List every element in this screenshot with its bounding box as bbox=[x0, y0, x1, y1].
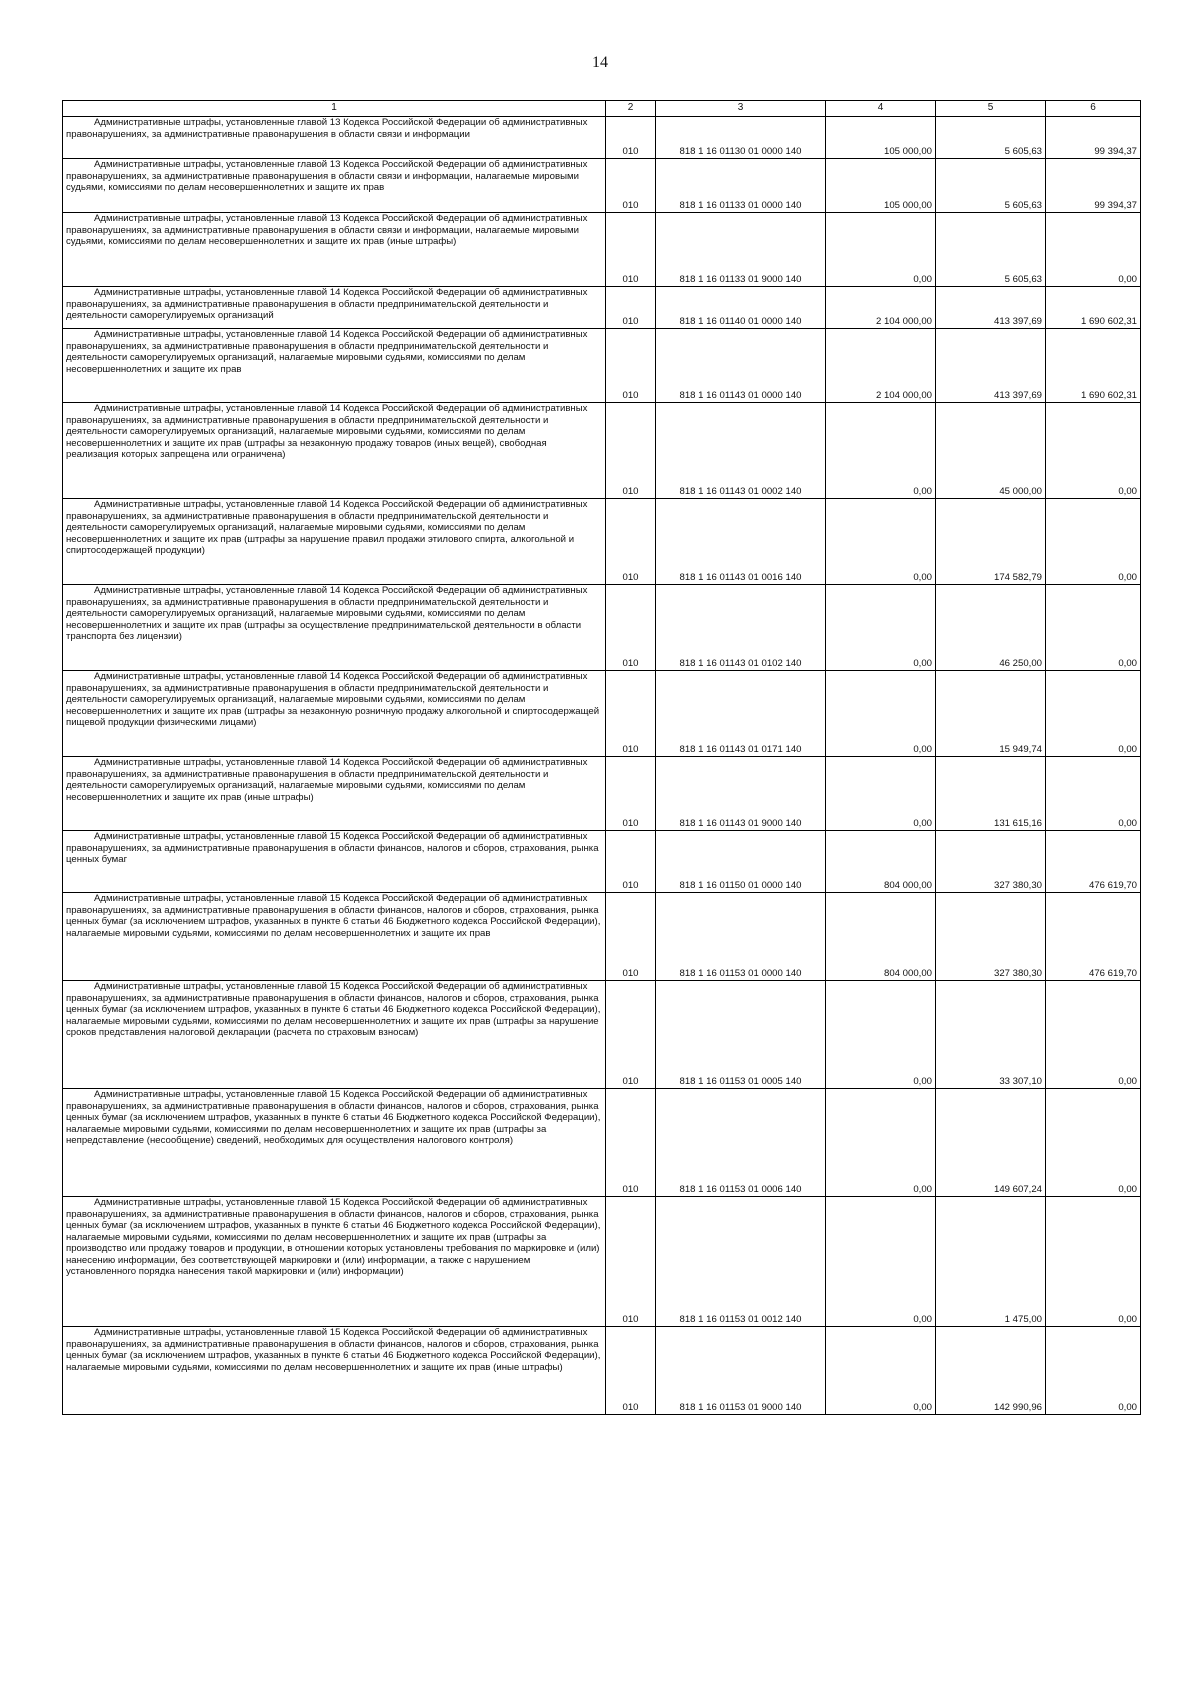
row-col-5-value: 5 605,63 bbox=[936, 159, 1046, 213]
row-description: Административные штрафы, установленные главой 14 Кодекса Российской Федерации об административных правонарушениях, за административные правонарушения в области предпринимательской деятельности и деятельности саморегулируемых организаций, налагаемые мировыми судьями, комиссиями по делам несовершеннолетних и защите их прав (штрафы за незаконную продажу товаров (иных вещей), свободная реализация которых запрещена или ограничена) bbox=[63, 403, 606, 499]
row-description: Административные штрафы, установленные главой 14 Кодекса Российской Федерации об административных правонарушениях, за административные правонарушения в области предпринимательской деятельности и деятельности саморегулируемых организаций bbox=[63, 287, 606, 329]
table-row bbox=[63, 329, 1141, 403]
row-budget-code: 818 1 16 01133 01 0000 140 bbox=[656, 159, 826, 213]
row-line-code: 010 bbox=[606, 287, 656, 329]
row-description: Административные штрафы, установленные главой 15 Кодекса Российской Федерации об административных правонарушениях, за административные правонарушения в области финансов, налогов и сборов, страхования, рынка ценных бумаг (за исключением штрафов, указанных в пункте 6 статьи 46 Бюджетного кодекса Российской Федерации), налагаемые мировыми судьями, комиссиями по делам несовершеннолетних и защите их прав bbox=[63, 893, 606, 981]
row-col-6-value: 0,00 bbox=[1046, 1197, 1141, 1327]
row-budget-code: 818 1 16 01153 01 0000 140 bbox=[656, 893, 826, 981]
row-col-4-value: 105 000,00 bbox=[826, 117, 936, 159]
row-col-4-value: 804 000,00 bbox=[826, 831, 936, 893]
row-budget-code: 818 1 16 01143 01 0171 140 bbox=[656, 671, 826, 757]
row-line-code: 010 bbox=[606, 981, 656, 1089]
row-col-5-value: 46 250,00 bbox=[936, 585, 1046, 671]
row-budget-code: 818 1 16 01150 01 0000 140 bbox=[656, 831, 826, 893]
row-col-5-value: 5 605,63 bbox=[936, 117, 1046, 159]
row-description: Административные штрафы, установленные главой 14 Кодекса Российской Федерации об административных правонарушениях, за административные правонарушения в области предпринимательской деятельности и деятельности саморегулируемых организаций, налагаемые мировыми судьями, комиссиями по делам несовершеннолетних и защите их прав (штрафы за незаконную розничную продажу алкогольной и спиртосодержащей пищевой продукции физическими лицами) bbox=[63, 671, 606, 757]
row-col-6-value: 0,00 bbox=[1046, 213, 1141, 287]
row-col-5-value: 131 615,16 bbox=[936, 757, 1046, 831]
row-budget-code: 818 1 16 01143 01 0102 140 bbox=[656, 585, 826, 671]
row-col-6-value: 0,00 bbox=[1046, 403, 1141, 499]
row-col-4-value: 0,00 bbox=[826, 671, 936, 757]
row-col-5-value: 174 582,79 bbox=[936, 499, 1046, 585]
row-line-code: 010 bbox=[606, 159, 656, 213]
header-col-6: 6 bbox=[1046, 101, 1141, 117]
row-col-4-value: 804 000,00 bbox=[826, 893, 936, 981]
row-description: Административные штрафы, установленные главой 13 Кодекса Российской Федерации об административных правонарушениях, за административные правонарушения в области связи и информации, налагаемые мировыми судьями, комиссиями по делам несовершеннолетних и защите их прав (иные штрафы) bbox=[63, 213, 606, 287]
row-col-4-value: 0,00 bbox=[826, 499, 936, 585]
table-row bbox=[63, 1327, 1141, 1415]
row-line-code: 010 bbox=[606, 213, 656, 287]
row-col-6-value: 0,00 bbox=[1046, 1089, 1141, 1197]
table-body bbox=[63, 117, 1141, 1415]
table-row bbox=[63, 757, 1141, 831]
row-description: Административные штрафы, установленные главой 13 Кодекса Российской Федерации об административных правонарушениях, за административные правонарушения в области связи и информации, налагаемые мировыми судьями, комиссиями по делам несовершеннолетних и защите их прав bbox=[63, 159, 606, 213]
row-col-4-value: 2 104 000,00 bbox=[826, 329, 936, 403]
row-col-5-value: 327 380,30 bbox=[936, 893, 1046, 981]
row-col-6-value: 0,00 bbox=[1046, 499, 1141, 585]
row-col-5-value: 413 397,69 bbox=[936, 329, 1046, 403]
row-col-5-value: 413 397,69 bbox=[936, 287, 1046, 329]
table-row bbox=[63, 117, 1141, 159]
row-col-6-value: 0,00 bbox=[1046, 585, 1141, 671]
table-row bbox=[63, 213, 1141, 287]
row-line-code: 010 bbox=[606, 1089, 656, 1197]
row-col-4-value: 0,00 bbox=[826, 403, 936, 499]
table-row bbox=[63, 287, 1141, 329]
row-col-4-value: 0,00 bbox=[826, 213, 936, 287]
header-row bbox=[63, 101, 1141, 117]
row-line-code: 010 bbox=[606, 1327, 656, 1415]
row-description: Административные штрафы, установленные главой 15 Кодекса Российской Федерации об административных правонарушениях, за административные правонарушения в области финансов, налогов и сборов, страхования, рынка ценных бумаг bbox=[63, 831, 606, 893]
row-line-code: 010 bbox=[606, 117, 656, 159]
table-row bbox=[63, 1089, 1141, 1197]
table-row bbox=[63, 1197, 1141, 1327]
row-budget-code: 818 1 16 01130 01 0000 140 bbox=[656, 117, 826, 159]
row-budget-code: 818 1 16 01143 01 0002 140 bbox=[656, 403, 826, 499]
row-col-4-value: 0,00 bbox=[826, 757, 936, 831]
row-budget-code: 818 1 16 01143 01 0016 140 bbox=[656, 499, 826, 585]
row-line-code: 010 bbox=[606, 403, 656, 499]
row-col-4-value: 0,00 bbox=[826, 1197, 936, 1327]
header-col-3: 3 bbox=[656, 101, 826, 117]
row-description: Административные штрафы, установленные главой 15 Кодекса Российской Федерации об административных правонарушениях, за административные правонарушения в области финансов, налогов и сборов, страхования, рынка ценных бумаг (за исключением штрафов, указанных в пункте 6 статьи 46 Бюджетного кодекса Российской Федерации), налагаемые мировыми судьями, комиссиями по делам несовершеннолетних и защите их прав (штрафы за производство или продажу товаров и продукции, в отношении которых установлены требования по маркировке и (или) нанесению информации, без соответствующей маркировки и (или) информации, а также с нарушением установленного порядка нанесения такой маркировки и (или) информации) bbox=[63, 1197, 606, 1327]
row-col-5-value: 142 990,96 bbox=[936, 1327, 1046, 1415]
row-budget-code: 818 1 16 01153 01 0012 140 bbox=[656, 1197, 826, 1327]
row-line-code: 010 bbox=[606, 831, 656, 893]
row-col-4-value: 0,00 bbox=[826, 1327, 936, 1415]
row-budget-code: 818 1 16 01140 01 0000 140 bbox=[656, 287, 826, 329]
row-col-4-value: 0,00 bbox=[826, 1089, 936, 1197]
page-number: 14 bbox=[592, 54, 608, 71]
row-col-5-value: 45 000,00 bbox=[936, 403, 1046, 499]
row-col-5-value: 33 307,10 bbox=[936, 981, 1046, 1089]
row-description: Административные штрафы, установленные главой 14 Кодекса Российской Федерации об административных правонарушениях, за административные правонарушения в области предпринимательской деятельности и деятельности саморегулируемых организаций, налагаемые мировыми судьями, комиссиями по делам несовершеннолетних и защите их прав bbox=[63, 329, 606, 403]
row-col-4-value: 2 104 000,00 bbox=[826, 287, 936, 329]
table-row bbox=[63, 403, 1141, 499]
header-col-4: 4 bbox=[826, 101, 936, 117]
table-row bbox=[63, 831, 1141, 893]
header-col-5: 5 bbox=[936, 101, 1046, 117]
row-line-code: 010 bbox=[606, 329, 656, 403]
row-col-4-value: 0,00 bbox=[826, 981, 936, 1089]
row-col-6-value: 99 394,37 bbox=[1046, 159, 1141, 213]
row-col-6-value: 0,00 bbox=[1046, 757, 1141, 831]
row-line-code: 010 bbox=[606, 757, 656, 831]
row-col-6-value: 0,00 bbox=[1046, 1327, 1141, 1415]
row-description: Административные штрафы, установленные главой 15 Кодекса Российской Федерации об административных правонарушениях, за административные правонарушения в области финансов, налогов и сборов, страхования, рынка ценных бумаг (за исключением штрафов, указанных в пункте 6 статьи 46 Бюджетного кодекса Российской Федерации), налагаемые мировыми судьями, комиссиями по делам несовершеннолетних и защите их прав (штрафы за непредставление (несообщение) сведений, необходимых для осуществления налогового контроля) bbox=[63, 1089, 606, 1197]
row-line-code: 010 bbox=[606, 671, 656, 757]
row-col-6-value: 1 690 602,31 bbox=[1046, 329, 1141, 403]
row-col-6-value: 1 690 602,31 bbox=[1046, 287, 1141, 329]
row-line-code: 010 bbox=[606, 1197, 656, 1327]
table-row bbox=[63, 499, 1141, 585]
row-col-5-value: 1 475,00 bbox=[936, 1197, 1046, 1327]
row-description: Административные штрафы, установленные главой 15 Кодекса Российской Федерации об административных правонарушениях, за административные правонарушения в области финансов, налогов и сборов, страхования, рынка ценных бумаг (за исключением штрафов, указанных в пункте 6 статьи 46 Бюджетного кодекса Российской Федерации), налагаемые мировыми судьями, комиссиями по делам несовершеннолетних и защите их прав (иные штрафы) bbox=[63, 1327, 606, 1415]
row-col-6-value: 0,00 bbox=[1046, 671, 1141, 757]
row-description: Административные штрафы, установленные главой 14 Кодекса Российской Федерации об административных правонарушениях, за административные правонарушения в области предпринимательской деятельности и деятельности саморегулируемых организаций, налагаемые мировыми судьями, комиссиями по делам несовершеннолетних и защите их прав (штрафы за осуществление предпринимательской деятельности в области транспорта без лицензии) bbox=[63, 585, 606, 671]
header-col-2: 2 bbox=[606, 101, 656, 117]
row-description: Административные штрафы, установленные главой 13 Кодекса Российской Федерации об административных правонарушениях, за административные правонарушения в области связи и информации bbox=[63, 117, 606, 159]
row-line-code: 010 bbox=[606, 585, 656, 671]
row-budget-code: 818 1 16 01143 01 0000 140 bbox=[656, 329, 826, 403]
row-budget-code: 818 1 16 01153 01 0005 140 bbox=[656, 981, 826, 1089]
row-col-6-value: 476 619,70 bbox=[1046, 831, 1141, 893]
row-description: Административные штрафы, установленные главой 14 Кодекса Российской Федерации об административных правонарушениях, за административные правонарушения в области предпринимательской деятельности и деятельности саморегулируемых организаций, налагаемые мировыми судьями, комиссиями по делам несовершеннолетних и защите их прав (штрафы за нарушение правил продажи этилового спирта, алкогольной и спиртосодержащей продукции) bbox=[63, 499, 606, 585]
row-budget-code: 818 1 16 01153 01 9000 140 bbox=[656, 1327, 826, 1415]
row-col-5-value: 149 607,24 bbox=[936, 1089, 1046, 1197]
table-row bbox=[63, 159, 1141, 213]
row-budget-code: 818 1 16 01153 01 0006 140 bbox=[656, 1089, 826, 1197]
row-budget-code: 818 1 16 01143 01 9000 140 bbox=[656, 757, 826, 831]
row-description: Административные штрафы, установленные главой 14 Кодекса Российской Федерации об административных правонарушениях, за административные правонарушения в области предпринимательской деятельности и деятельности саморегулируемых организаций, налагаемые мировыми судьями, комиссиями по делам несовершеннолетних и защите их прав (иные штрафы) bbox=[63, 757, 606, 831]
row-description: Административные штрафы, установленные главой 15 Кодекса Российской Федерации об административных правонарушениях, за административные правонарушения в области финансов, налогов и сборов, страхования, рынка ценных бумаг (за исключением штрафов, указанных в пункте 6 статьи 46 Бюджетного кодекса Российской Федерации), налагаемые мировыми судьями, комиссиями по делам несовершеннолетних и защите их прав (штрафы за нарушение сроков представления налоговой декларации (расчета по страховым взносам) bbox=[63, 981, 606, 1089]
header-col-1: 1 bbox=[63, 101, 606, 117]
row-col-6-value: 99 394,37 bbox=[1046, 117, 1141, 159]
row-col-5-value: 327 380,30 bbox=[936, 831, 1046, 893]
row-col-6-value: 476 619,70 bbox=[1046, 893, 1141, 981]
revenue-table bbox=[62, 100, 1141, 1415]
row-col-4-value: 0,00 bbox=[826, 585, 936, 671]
row-line-code: 010 bbox=[606, 499, 656, 585]
table-row bbox=[63, 981, 1141, 1089]
row-col-5-value: 5 605,63 bbox=[936, 213, 1046, 287]
table-row bbox=[63, 893, 1141, 981]
row-col-5-value: 15 949,74 bbox=[936, 671, 1046, 757]
table-row bbox=[63, 585, 1141, 671]
row-line-code: 010 bbox=[606, 893, 656, 981]
table-row bbox=[63, 671, 1141, 757]
row-col-4-value: 105 000,00 bbox=[826, 159, 936, 213]
row-col-6-value: 0,00 bbox=[1046, 981, 1141, 1089]
row-budget-code: 818 1 16 01133 01 9000 140 bbox=[656, 213, 826, 287]
